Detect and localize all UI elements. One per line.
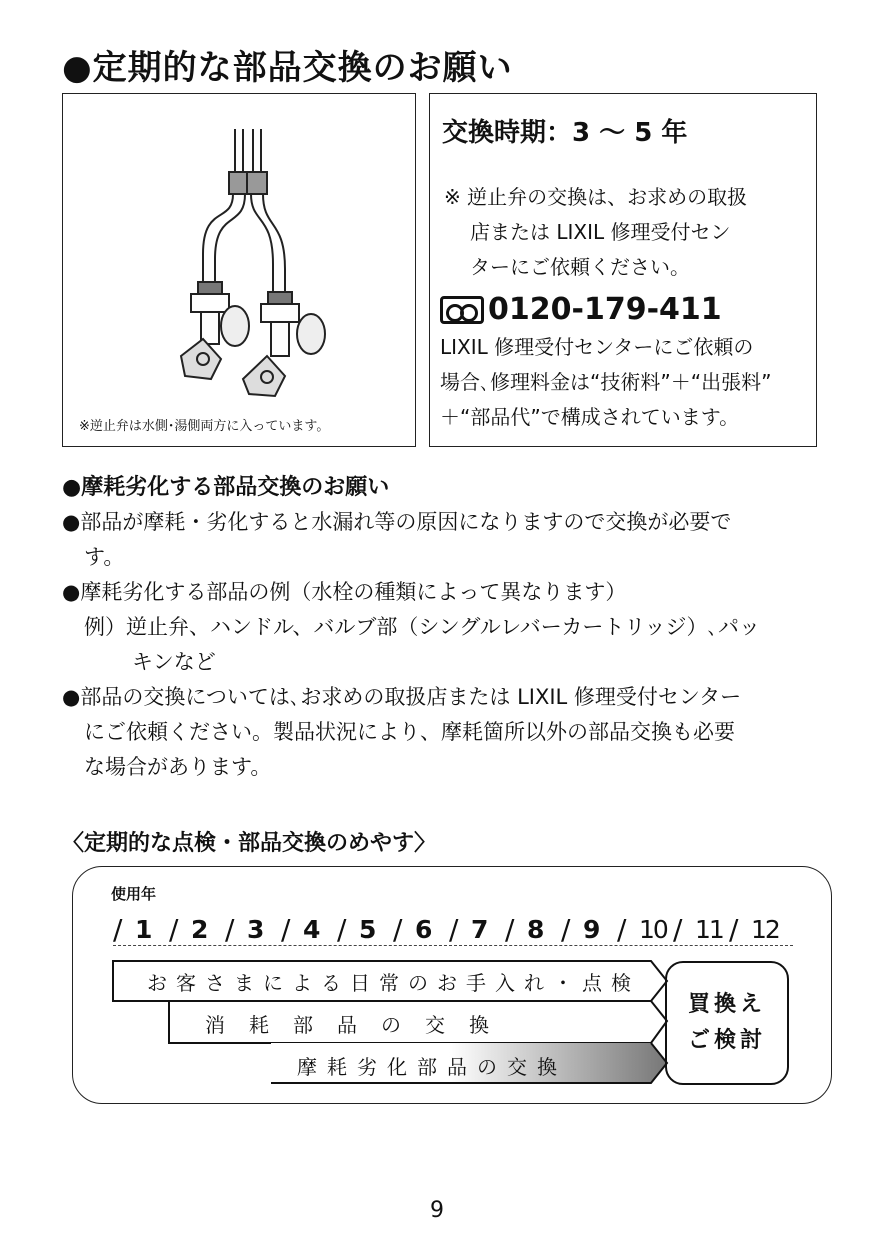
year-7: 7 — [471, 915, 489, 944]
phone-number[interactable] — [440, 292, 722, 327]
faucet-illustration-box — [62, 93, 416, 447]
schedule-diagram — [72, 866, 832, 1104]
year-6: 6 — [415, 915, 433, 944]
year-divider: / — [113, 913, 123, 946]
year-divider: / — [505, 913, 515, 946]
year-10: 10 — [639, 915, 667, 944]
note-line: ※ 逆止弁の交換は、お求めの取扱 — [444, 185, 748, 209]
desc-line: 場合､修理料金は“技術料”＋“出張料” — [440, 370, 772, 394]
example-line: キンなど — [132, 650, 216, 674]
paragraph-line: ●部品の交換については､お求めの取扱店または LIXIL 修理受付センター — [62, 685, 742, 709]
year-divider: / — [281, 913, 291, 946]
year-12: 12 — [751, 915, 779, 944]
schedule-heading: 〈定期的な点検・部品交換のめやす〉 — [62, 831, 437, 856]
year-2: 2 — [191, 915, 209, 944]
illustration-caption: ※逆止弁は水側･湯側両方に入っています。 — [79, 419, 330, 434]
phone-text: 0120-179-411 — [488, 292, 722, 327]
desc-line: LIXIL 修理受付センターにご依頼の — [440, 335, 754, 359]
faucet-valve-illustration — [63, 94, 417, 414]
year-divider: / — [729, 913, 739, 946]
year-11: 11 — [695, 915, 723, 944]
years-label: 使用年 — [111, 885, 157, 903]
year-divider: / — [393, 913, 403, 946]
replacement-consider-box — [665, 961, 789, 1085]
note-line: ターにご依頼ください。 — [470, 255, 690, 279]
year-divider: / — [561, 913, 571, 946]
buy-line: 買換え — [687, 992, 766, 1017]
replacement-info-box — [429, 93, 817, 447]
paragraph-line: にご依頼ください。製品状況により、摩耗箇所以外の部品交換も必要 — [84, 720, 735, 744]
paragraph-line: な場合があります。 — [84, 755, 272, 779]
year-5: 5 — [359, 915, 377, 944]
wear-section-heading: ●摩耗劣化する部品交換のお願い — [62, 475, 390, 500]
paragraph-line: す。 — [84, 545, 125, 569]
row-wear-parts: 摩耗劣化部品の交換 — [297, 1055, 567, 1079]
year-divider: / — [337, 913, 347, 946]
wear-section-body — [62, 505, 822, 785]
page-number: 9 — [430, 1198, 444, 1223]
year-divider: / — [673, 913, 683, 946]
year-divider: / — [169, 913, 179, 946]
paragraph-line: ●部品が摩耗・劣化すると水漏れ等の原因になりますので交換が必要で — [62, 510, 732, 534]
year-8: 8 — [527, 915, 545, 944]
year-divider: / — [449, 913, 459, 946]
page-title: ●定期的な部品交換のお願い — [62, 48, 513, 88]
row-daily-care: お客さまによる日常のお手入れ・点検 — [147, 971, 640, 995]
year-divider: / — [225, 913, 235, 946]
year-3: 3 — [247, 915, 265, 944]
year-divider: / — [617, 913, 627, 946]
check-valve-note — [444, 180, 806, 285]
paragraph-line: ●摩耗劣化する部品の例（水栓の種類によって異なります） — [62, 580, 627, 604]
year-4: 4 — [303, 915, 321, 944]
row-consumables: 消 耗 部 品 の 交 換 — [205, 1013, 491, 1037]
note-line: 店または LIXIL 修理受付セン — [470, 220, 731, 244]
year-9: 9 — [583, 915, 601, 944]
freedial-icon — [440, 296, 484, 324]
repair-fee-description — [440, 330, 810, 435]
desc-line: ＋“部品代”で構成されています。 — [440, 405, 740, 429]
example-line: 例）逆止弁、ハンドル、バルブ部（シングルレバーカートリッジ）､パッ — [84, 615, 760, 639]
year-1: 1 — [135, 915, 153, 944]
replacement-period: 交換時期：3 ～ 5 年 — [442, 118, 688, 148]
buy-line: ご検討 — [687, 1028, 766, 1053]
